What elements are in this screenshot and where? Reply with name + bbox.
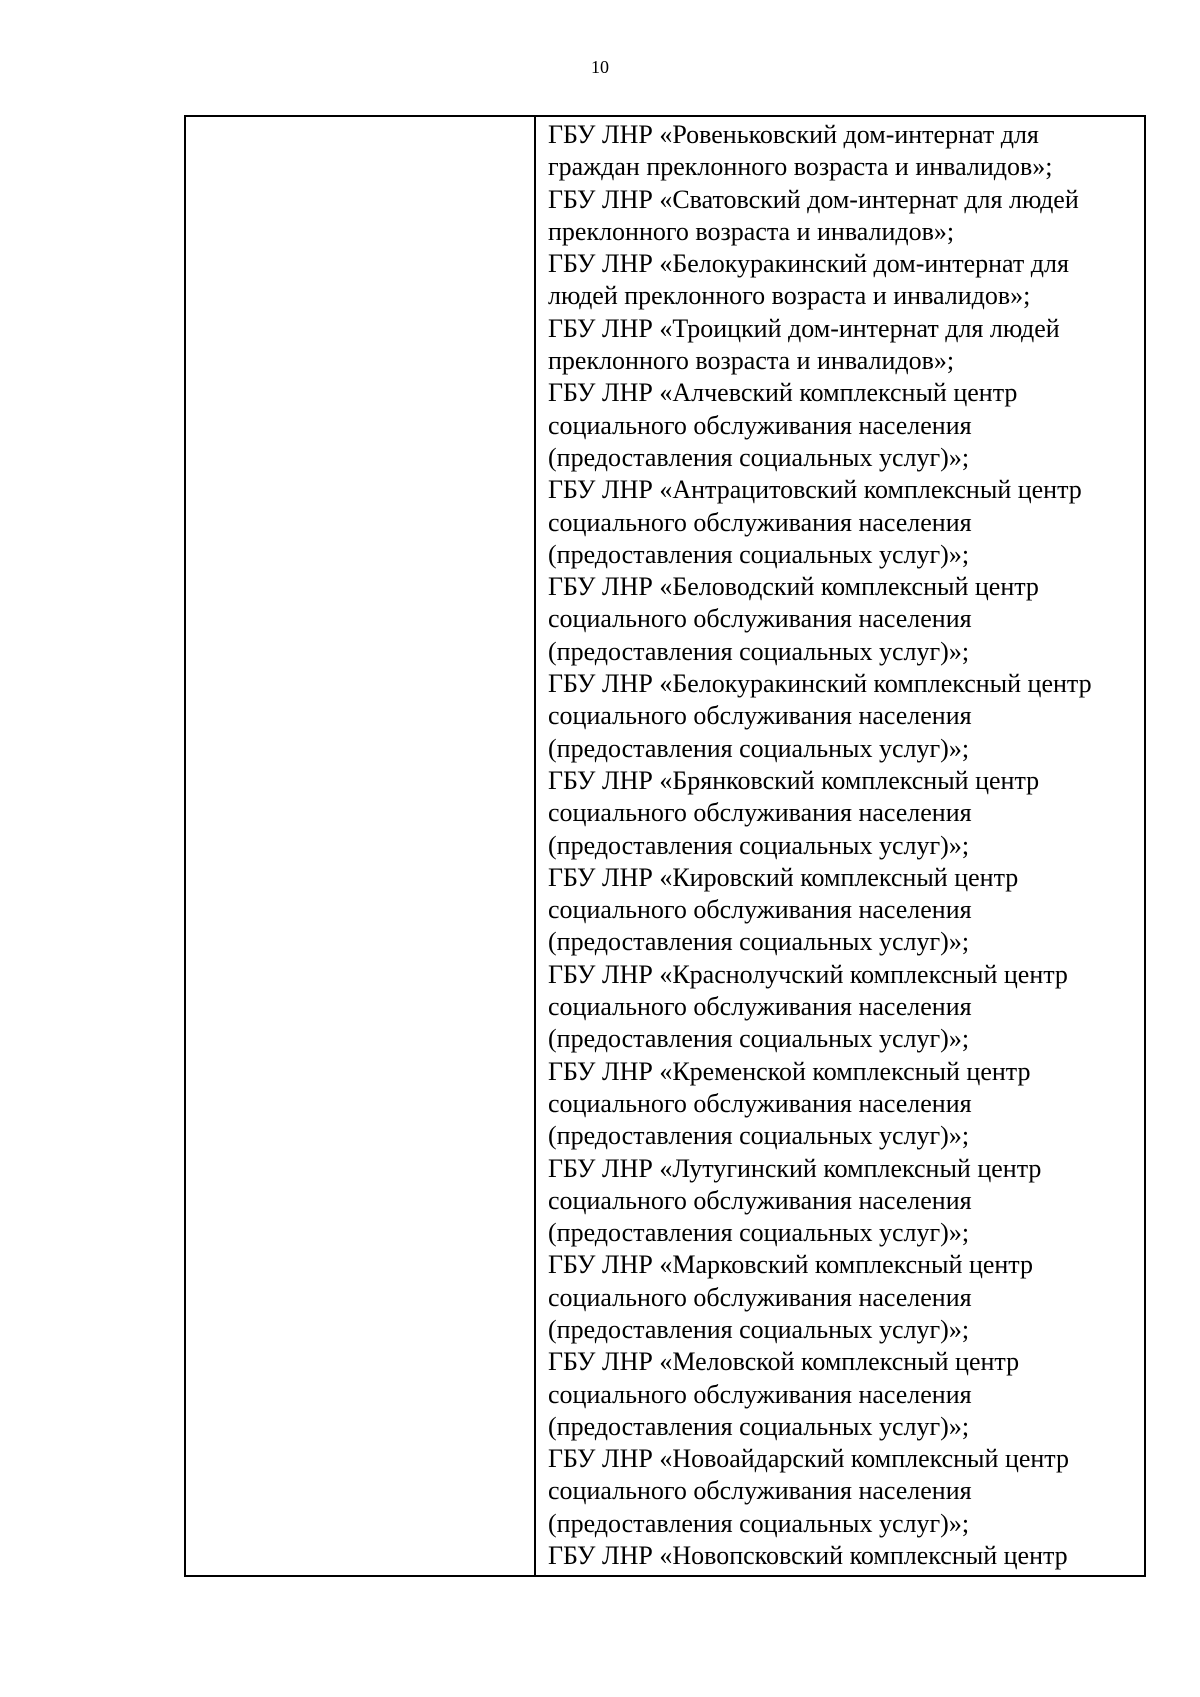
- institution-text-line: социального обслуживания населения: [548, 507, 972, 537]
- institution-text-line: преклонного возраста и инвалидов»;: [548, 346, 955, 376]
- table-left-cell: [186, 117, 536, 1575]
- institution-text-line: социального обслуживания населения: [548, 701, 972, 731]
- institution-text-line: (предоставления социальных услуг)»;: [548, 1508, 970, 1538]
- institution-text-line: (предоставления социальных услуг)»;: [548, 1121, 970, 1151]
- institution-text-line: социального обслуживания населения: [548, 1185, 972, 1215]
- institution-text-line: социального обслуживания населения: [548, 992, 972, 1022]
- institution-text-line: (предоставления социальных услуг)»;: [548, 539, 970, 569]
- institution-text-line: (предоставления социальных услуг)»;: [548, 636, 970, 666]
- institution-text-line: ГБУ ЛНР «Меловской комплексный центр: [548, 1347, 1020, 1377]
- institution-text-line: ГБУ ЛНР «Ровеньковский дом-интернат для: [548, 120, 1039, 149]
- institution-text-line: (предоставления социальных услуг)»;: [548, 1411, 970, 1441]
- institution-text-line: граждан преклонного возраста и инвалидов»;: [548, 152, 1053, 182]
- institution-text-line: ГБУ ЛНР «Кременской комплексный центр: [548, 1056, 1031, 1086]
- institution-text-line: (предоставления социальных услуг)»;: [548, 442, 970, 472]
- institution-text-line: ГБУ ЛНР «Беловодский комплексный центр: [548, 572, 1039, 602]
- institution-text-line: (предоставления социальных услуг)»;: [548, 1218, 970, 1248]
- institution-text-line: ГБУ ЛНР «Лутугинский комплексный центр: [548, 1153, 1042, 1183]
- institution-text-line: социального обслуживания населения: [548, 1379, 972, 1409]
- institution-text-line: социального обслуживания населения: [548, 1476, 972, 1506]
- institution-text-line: преклонного возраста и инвалидов»;: [548, 216, 955, 246]
- institution-text-line: ГБУ ЛНР «Марковский комплексный центр: [548, 1250, 1033, 1280]
- institution-text-line: (предоставления социальных услуг)»;: [548, 927, 970, 957]
- institution-text-line: социального обслуживания населения: [548, 1282, 972, 1312]
- institution-text-line: ГБУ ЛНР «Алчевский комплексный центр: [548, 378, 1018, 408]
- institution-text-line: ГБУ ЛНР «Белокуракинский комплексный центр: [548, 669, 1092, 699]
- institution-text-line: (предоставления социальных услуг)»;: [548, 1314, 970, 1344]
- institution-text-line: ГБУ ЛНР «Кировский комплексный центр: [548, 862, 1019, 892]
- institution-text-line: социального обслуживания населения: [548, 798, 972, 828]
- page-number: 10: [591, 57, 609, 77]
- institution-text-line: (предоставления социальных услуг)»;: [548, 830, 970, 860]
- institution-text-line: социального обслуживания населения: [548, 604, 972, 634]
- institution-text-line: ГБУ ЛНР «Антрацитовский комплексный центр: [548, 475, 1082, 505]
- institution-text-line: социального обслуживания населения: [548, 895, 972, 925]
- institution-text-line: ГБУ ЛНР «Краснолучский комплексный центр: [548, 959, 1068, 989]
- institution-text-line: (предоставления социальных услуг)»;: [548, 733, 970, 763]
- institution-text-line: людей преклонного возраста и инвалидов»;: [548, 281, 1031, 311]
- institution-text-line: ГБУ ЛНР «Брянковский комплексный центр: [548, 765, 1040, 795]
- institution-text-line: ГБУ ЛНР «Троицкий дом-интернат для людей: [548, 313, 1060, 343]
- table-right-cell: [536, 117, 1144, 1575]
- document-table: [184, 115, 1146, 1577]
- institution-text-line: ГБУ ЛНР «Новопсковский комплексный центр: [548, 1541, 1068, 1571]
- institution-text-line: (предоставления социальных услуг)»;: [548, 1024, 970, 1054]
- institution-text-line: ГБУ ЛНР «Новоайдарский комплексный центр: [548, 1444, 1069, 1474]
- institution-text-line: ГБУ ЛНР «Белокуракинский дом-интернат для: [548, 249, 1069, 279]
- institution-text-line: социального обслуживания населения: [548, 410, 972, 440]
- institution-text-line: социального обслуживания населения: [548, 1088, 972, 1118]
- institution-text-line: ГБУ ЛНР «Сватовский дом-интернат для людей: [548, 184, 1079, 214]
